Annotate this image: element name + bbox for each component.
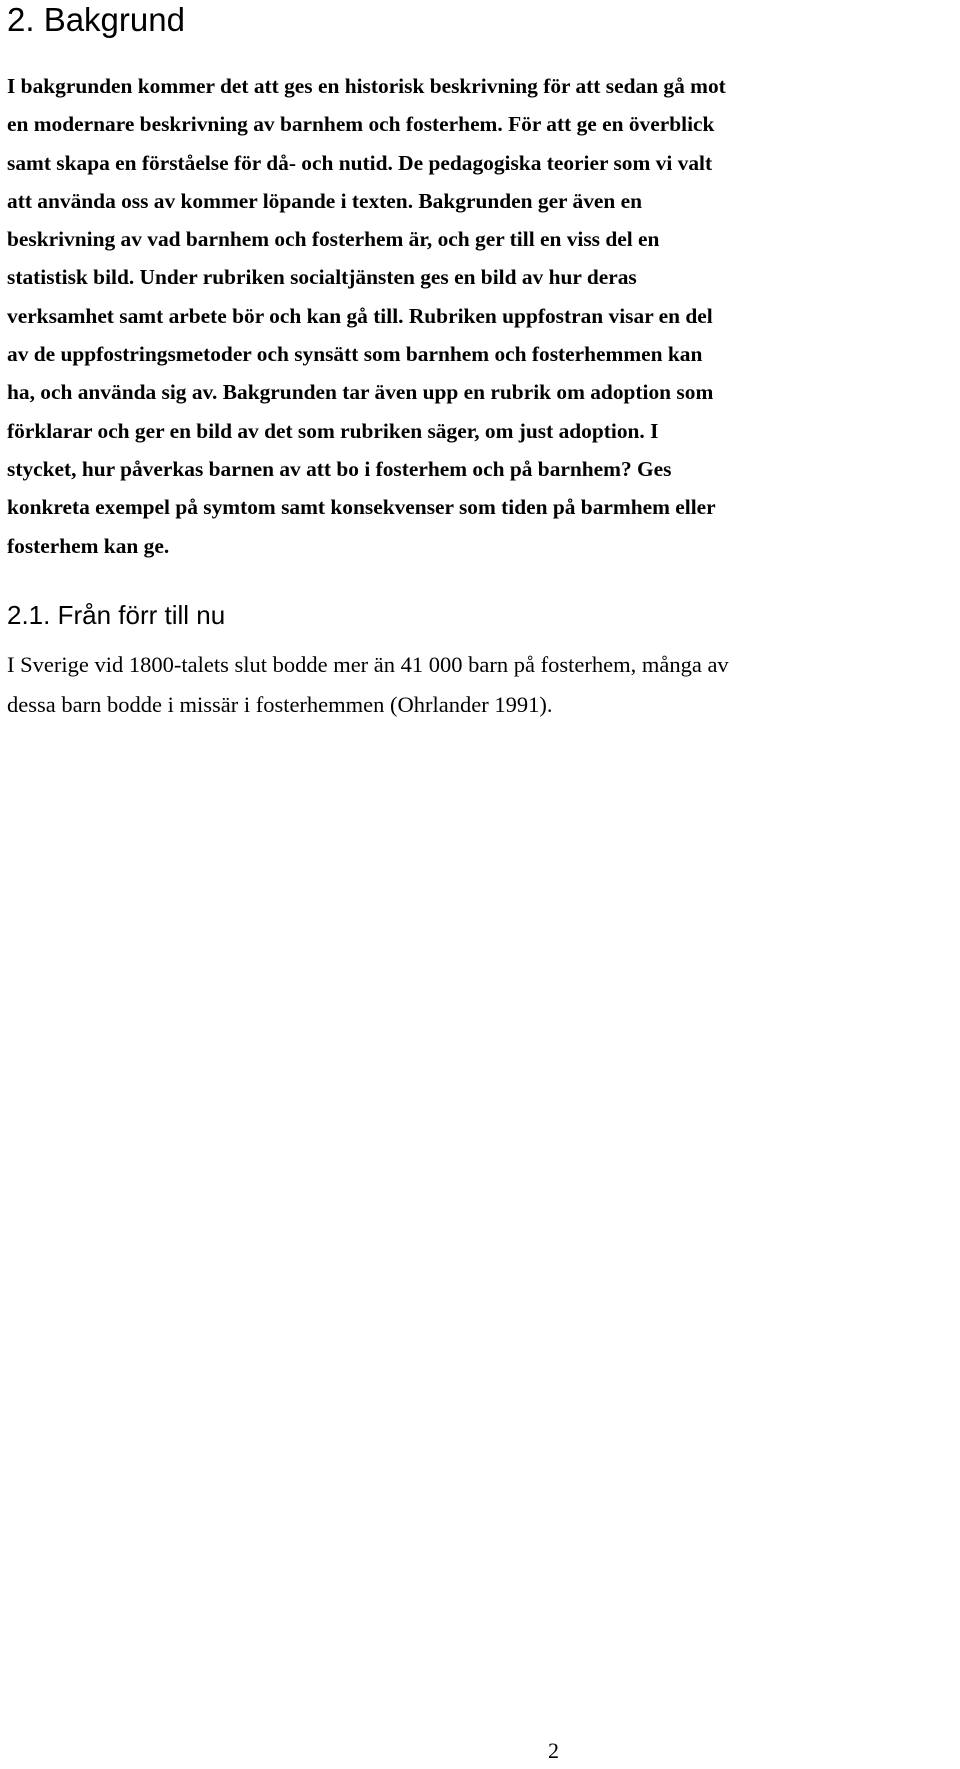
intro-line: I bakgrunden kommer det att ges en historisk beskrivning för att sedan gå mot [7, 74, 726, 98]
section-heading: 2. Bakgrund [7, 1, 185, 38]
intro-paragraph [7, 67, 960, 565]
intro-line: konkreta exempel på symtom samt konsekvenser som tiden på barmhem eller [7, 495, 716, 520]
intro-line: beskrivning av vad barnhem och fosterhem är, och ger till en viss del en [7, 227, 660, 252]
intro-line: en modernare beskrivning av barnhem och fosterhem. För att ge en överblick [7, 112, 715, 137]
subsection-heading: 2.1. Från förr till nu [7, 600, 226, 630]
intro-line: verksamhet samt arbete bör och kan gå till. Rubriken uppfostran visar en del [7, 303, 713, 328]
body-line: dessa barn bodde i missär i fosterhemmen (Ohrlander 1991). [7, 692, 553, 717]
intro-line: av de uppfostringsmetoder och synsätt som barnhem och fosterhemmen kan [7, 342, 703, 367]
page-number: 2 [548, 1738, 559, 1763]
body-paragraph [7, 645, 729, 725]
intro-line: statistisk bild. Under rubriken socialtjänsten ges en bild av hur deras [7, 265, 637, 290]
intro-line: stycket, hur påverkas barnen av att bo i fosterhem och på barnhem? Ges [7, 456, 672, 481]
intro-line: ha, och använda sig av. Bakgrunden tar även upp en rubrik om adoption som [7, 380, 714, 405]
intro-line: samt skapa en förståelse för då- och nutid. De pedagogiska teorier som vi valt [7, 150, 713, 175]
intro-line: förklarar och ger en bild av det som rubriken säger, om just adoption. I [7, 418, 659, 443]
intro-line: fosterhem kan ge. [7, 533, 170, 558]
body-line: I Sverige vid 1800-talets slut bodde mer än 41 000 barn på fosterhem, många av [7, 652, 729, 677]
intro-line: att använda oss av kommer löpande i texten. Bakgrunden ger även en [7, 188, 643, 213]
